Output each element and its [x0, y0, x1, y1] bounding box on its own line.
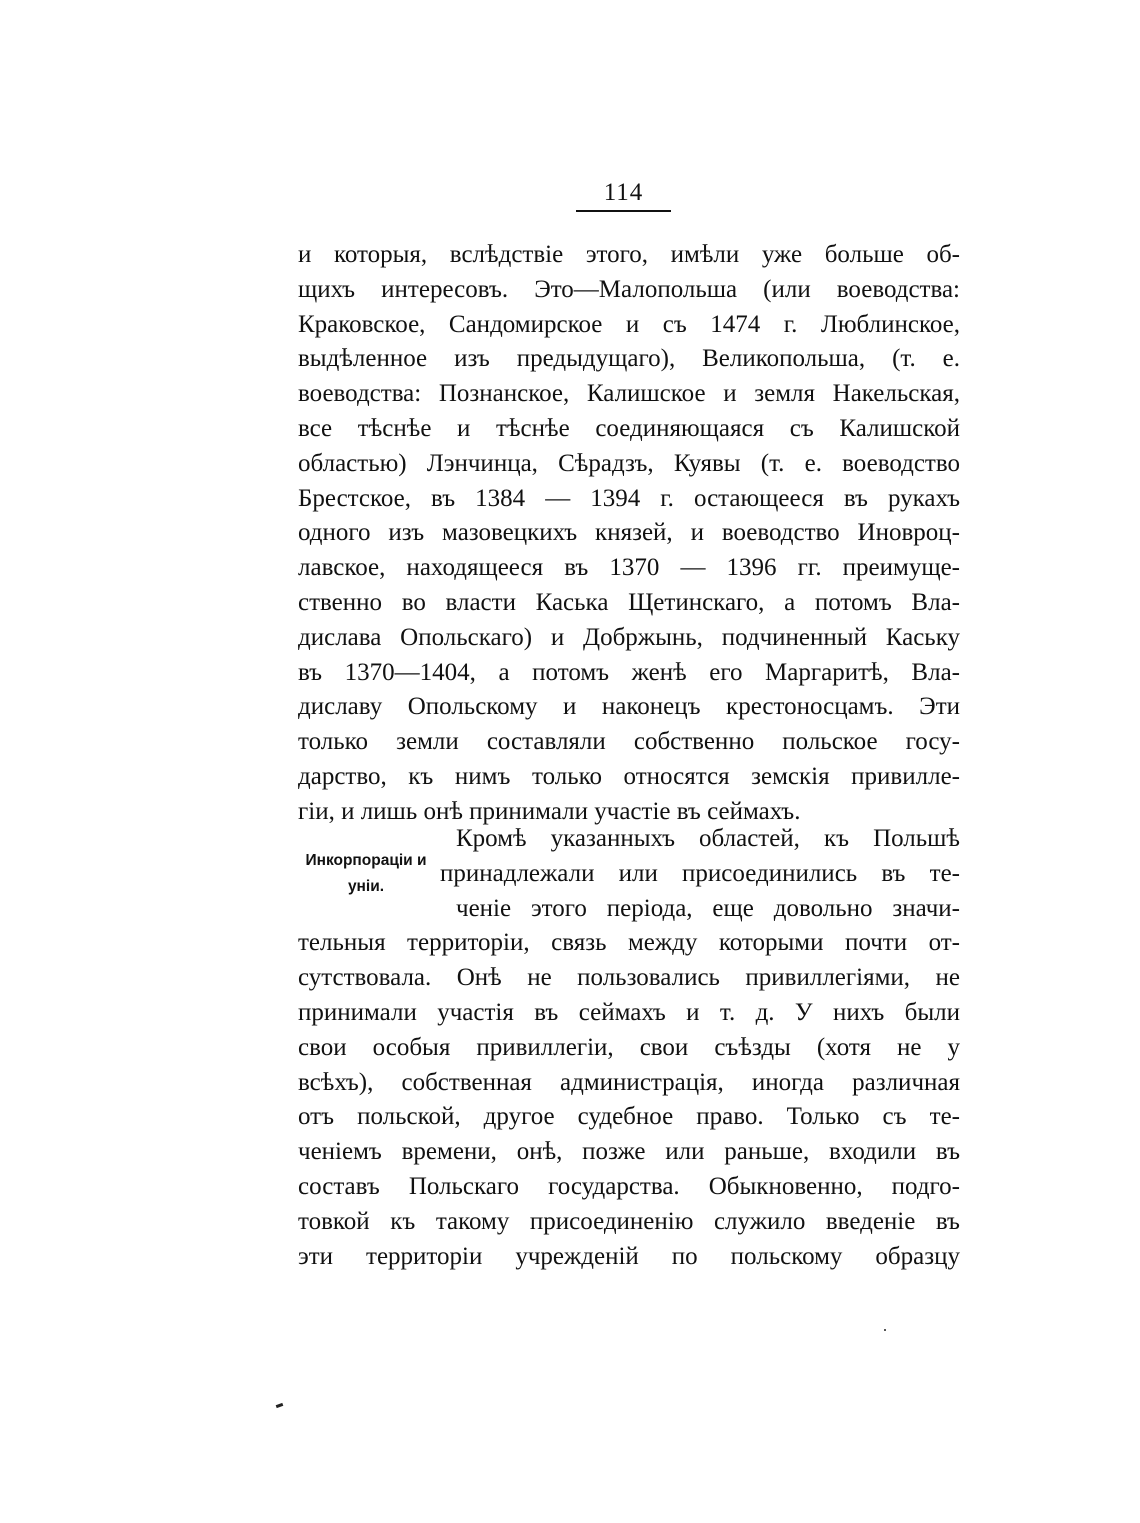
text-line: ченіе этого періода, еще довольно значи- [456, 894, 960, 922]
text-line: всѣхъ), собственная администрація, иногда различная [298, 1068, 960, 1096]
ink-speck [884, 1329, 886, 1331]
paragraph-continued [298, 238, 960, 830]
text-line: одного изъ мазовецкихъ князей, и воеводство Иноврoц- [298, 519, 960, 547]
text-line: дислава Опольскаго) и Добржынь, подчиненный Каську [298, 623, 960, 651]
text-line: тельныя территоріи, связь между которыми почти от- [298, 929, 960, 957]
text-line: все тѣснѣе и тѣснѣе соединяющаяся съ Калишской [298, 414, 960, 442]
text-line: выдѣленное изъ предыдущаго), Великопольша, (т. е. [298, 345, 960, 373]
text-line: ченіемъ времени, онѣ, позже или раньше, входили въ [298, 1138, 960, 1166]
text-line: принимали участія въ сеймахъ и т. д. У нихъ были [298, 998, 960, 1026]
text-line: диславу Опольскому и наконецъ крестоносцамъ. Эти [298, 693, 960, 721]
margin-note-line: уніи. [347, 878, 385, 895]
text-line: ственно во власти Каська Щетинскаго, а потомъ Вла- [298, 588, 960, 616]
text-line: отъ польской, другое судебное право. Только съ те- [298, 1103, 960, 1131]
text-line: товкой къ такому присоединенію служило введеніе въ [298, 1207, 960, 1235]
page-number: 114 [603, 179, 644, 206]
text-line: и которыя, вслѣдствіе этого, имѣли уже больше об- [298, 241, 960, 268]
text-line: эти территоріи учрежденій по польскому образцу [298, 1242, 960, 1270]
ink-speck [276, 1403, 284, 1408]
text-line: свои особыя привиллегіи, свои съѣзды (хотя не у [298, 1033, 960, 1061]
text-line: принадлежали или присоединились въ те- [440, 859, 960, 887]
text-line: составъ Польскаго государства. Обыкновенно, подго- [298, 1172, 960, 1200]
text-line: щихъ интересовъ. Это—Малопольша (или воеводства: [298, 275, 960, 303]
margin-note-line: Инкорпораціи и [305, 852, 427, 869]
text-line: Краковское, Сандомирское и съ 1474 г. Люблинское, [298, 310, 960, 338]
text-line: сутствовала. Онѣ не пользовались привиллегіями, не [298, 964, 960, 992]
text-line: областью) Лэнчинца, Сѣрадзъ, Куявы (т. е. воеводство [298, 449, 960, 477]
paragraph-incorporations [298, 822, 960, 1274]
page-number-rule [576, 210, 671, 212]
text-line: въ 1370—1404, а потомъ женѣ его Маргаритѣ, Вла- [298, 658, 960, 686]
text-line: дарство, къ нимъ только относятся земскія привилле- [298, 762, 960, 790]
text-line: лавское, находящееся въ 1370 — 1396 гг. преимуще- [298, 554, 960, 582]
text-line: гіи, и лишь онѣ принимали участіе въ сеймахъ. [298, 797, 801, 825]
text-line: Кромѣ указанныхъ областей, къ Польшѣ [456, 825, 960, 852]
text-line: Брестское, въ 1384 — 1394 г. остающееся въ рукахъ [298, 484, 960, 512]
text-line: только земли составляли собственно польское госу- [298, 728, 960, 756]
text-line: воеводства: Познанское, Калишское и земля Накельская, [298, 380, 960, 408]
